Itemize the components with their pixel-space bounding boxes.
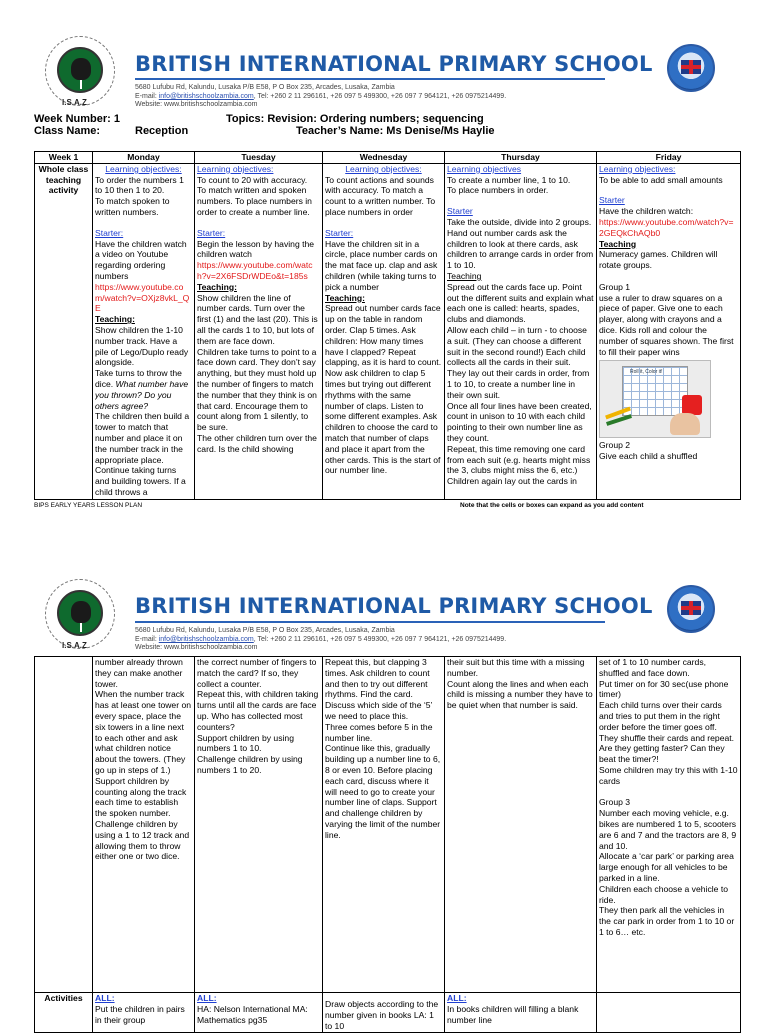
thursday-starter-heading: Starter — [447, 206, 473, 217]
tuesday-cont-cell — [195, 657, 323, 993]
bips-crest-icon — [667, 44, 715, 92]
email-label: E-mail: — [135, 92, 159, 100]
thursday-teaching-heading: Teaching — [447, 270, 482, 281]
tuesday-teaching-text: Show children the line of number cards. Turn over the first (1) and the last (20). This is all the cards 1 to 10, but lots of them are face down. Children take turns to point to a face down card. They don’t say anything, but they must hold up the number of fingers to match the number that they think is on that card. Encourage them to count along from 1 silently, to be sure. The other children turn over the card. Is the child showing — [197, 292, 318, 454]
tuesday-video-link[interactable]: https://www.youtube.com/watch?v=2X6FSDrWDEo&t=185s — [197, 260, 313, 281]
monday-video-link[interactable]: https://www.youtube.com/watch?v=OXjz8vkL_QE — [95, 281, 190, 314]
lesson-plan-table-page2 — [34, 656, 741, 1033]
school-address — [135, 84, 506, 110]
wednesday-starter-text: Have the children sit in a circle, place number cards on the mat face up. clap and ask children (while taking turns to pick a number — [325, 238, 438, 292]
school-address — [135, 627, 506, 653]
monday-cont-cell — [93, 657, 195, 993]
tuesday-activity-text: HA: Nelson International MA: Mathematics pg35 — [197, 1003, 308, 1025]
hand-icon — [670, 413, 700, 435]
wednesday-teaching-text: Spread out number cards face up on the table in random order. Clap 5 times. Ask children: How many times have I clapped? Repeat clapping, as it is hard to count. Now ask children to clap 5 times but trying out different rhythms with the same number of claps. Listen to some different examples. Ask children to choose the card to match that number of claps and place it apart from the other cards. This is the start of our number line. — [325, 303, 442, 476]
tuesday-lo-text: To count to 20 with accuracy. To match written and spoken numbers. To place numbers in order to create a number line. — [197, 174, 312, 217]
wednesday-lo-heading: Learning objectives: — [345, 163, 422, 174]
website-line: Website: www.britishschoolzambia.com — [135, 101, 258, 108]
isaz-label: I.S.A.Z — [62, 98, 87, 107]
friday-teaching-heading: Teaching — [599, 238, 637, 249]
friday-cell — [597, 163, 741, 499]
email-label: E-mail: — [135, 635, 159, 643]
tel-line: , Tel: +260 2 11 296161, +26 097 5 499300, +26 097 7 964121, +26 0975214499. — [253, 92, 507, 100]
col-tuesday: Tuesday — [195, 152, 323, 164]
tuesday-cell — [195, 163, 323, 499]
wednesday-cont-cell — [323, 657, 445, 993]
friday-starter-heading: Starter — [599, 195, 625, 206]
tuesday-activity-cell — [195, 993, 323, 1033]
monday-lo-heading: Learning objectives: — [105, 163, 182, 174]
monday-teaching-heading: Teaching: — [95, 314, 135, 325]
topics: Topics: Revision: Ordering numbers; sequencing — [226, 113, 484, 125]
monday-starter-heading: Starter: — [95, 227, 124, 238]
tel-line: , Tel: +260 2 11 296161, +26 097 5 499300, +26 097 7 964121, +26 0975214499. — [253, 635, 507, 643]
monday-teaching-text — [95, 325, 192, 498]
thursday-teaching-text: Spread out the cards face up. Point out the different suits and explain what each one is called: hearts, spades, clubs and diamonds. Allow each child – in turn - to choose a suit. (They can choose a different suit in the second round!) Each child collects all the cards in their suit. They lay out their cards in order, from 1 to 10, to create a number line in their own suit. Once all four lines have been created, count in unison to 10 with each child pointing to their own number line as they count. Repeat, this time removing one card from each suit (e.g. hearts might miss the 3, clubs might miss the 6, etc.) Children again lay out the cards in — [447, 281, 594, 487]
address-line: 5680 Lufubu Rd, Kalundu, Lusaka P/B E58, P O Box 235, Arcades, Lusaka, Zambia — [135, 627, 395, 634]
website-line: Website: www.britishschoolzambia.com — [135, 644, 258, 651]
row-label-activities: Activities — [35, 993, 93, 1033]
col-monday: Monday — [93, 152, 195, 164]
thursday-cont-cell — [445, 657, 597, 993]
roll-it-color-it-image — [599, 360, 711, 438]
isaz-ring-text — [45, 36, 115, 106]
col-week: Week 1 — [35, 152, 93, 164]
thursday-lo-heading: Learning objectives — [447, 163, 522, 174]
monday-starter-text: Have the children watch a video on Youtube regarding ordering numbers — [95, 238, 187, 281]
header-rule — [135, 78, 605, 80]
tuesday-teaching-heading: Teaching: — [197, 281, 237, 292]
wednesday-activity-text: Draw objects according to the number given in books LA: 1 to 10 — [325, 999, 439, 1031]
friday-teaching-text: Numeracy games. Children will rotate groups. Group 1 use a ruler to draw squares on a piece of paper. Give one to each player, along with crayons and a dice. Kids roll and colour the number of squares shown. The first to fill their paper wins — [599, 249, 734, 357]
isaz-label: I.S.A.Z — [62, 641, 87, 650]
thursday-activity-text: In books children will filling a blank number line — [447, 1003, 579, 1025]
col-thursday: Thursday — [445, 152, 597, 164]
class-name: Reception — [135, 125, 189, 137]
friday-lo-heading: Learning objectives: — [599, 163, 676, 174]
monday-activity-cell — [93, 993, 195, 1033]
thursday-activity-cell — [445, 993, 597, 1033]
monday-cell — [93, 163, 195, 499]
col-wednesday: Wednesday — [323, 152, 445, 164]
isaz-ring-text — [45, 579, 115, 649]
friday-video-link[interactable]: https://www.youtube.com/watch?v=2GEQkChAQb0 — [599, 216, 734, 238]
bips-crest-icon — [667, 585, 715, 633]
tuesday-activity-heading: ALL: — [197, 993, 217, 1003]
wednesday-cell — [323, 163, 445, 499]
monday-cont-text: number already thrown they can make another tower. When the number track has at least one tower on every space, place the six towers in a line next to each other and ask what children notice about the towers. (They go up in steps of 1.) Support children by counting along the track each time to establish the spoken number. Challenge children by using a 1 to 12 track and allowing them to throw either one or two dice. — [95, 657, 192, 862]
friday-lo-text: To be able to add small amounts — [599, 174, 723, 185]
tuesday-starter-text: Begin the lesson by having the children watch — [197, 238, 315, 260]
col-friday: Friday — [597, 152, 741, 164]
school-name: BRITISH INTERNATIONAL PRIMARY SCHOOL — [135, 52, 653, 76]
monday-lo-text: To order the numbers 1 to 10 then 1 to 20. To match spoken to written numbers. — [95, 174, 184, 217]
thursday-starter-text: Take the outside, divide into 2 groups. Hand out number cards ask the children to look at there cards, ask children to arrange cards in order from 1 to 10. — [447, 216, 594, 271]
friday-cont-text: set of 1 to 10 number cards, shuffled and face down. Put timer on for 30 sec(use phone timer) Each child turns over their cards and tries to put them in the right order before the timer goes off. They shuffle their cards and repeat. Are they getting faster? Can they beat the timer?! Some children may try this with 1-10 cards Group 3 Number each moving vehicle, e.g. bikes are numbered 1 to 5, scooters are 6 and 7 and the tractors are 8, 9 and 10. Allocate a ‘car park’ or parking area large enough for all vehicles to be parked in a line. Children each choose a vehicle to ride. They then park all the vehicles in the car park in order from 1 to 10 or 1 to 6… etc. — [599, 657, 738, 937]
thursday-cell — [445, 163, 597, 499]
friday-starter-text: Have the children watch: — [599, 206, 694, 217]
red-dice-icon — [682, 395, 702, 415]
tuesday-starter-heading: Starter: — [197, 227, 226, 238]
monday-activity-heading: ALL: — [95, 993, 115, 1003]
monday-activity-text: Put the children in pairs in their group — [95, 1003, 185, 1025]
week-number: Week Number: 1 — [34, 113, 120, 125]
row-label-empty — [35, 657, 93, 993]
email-link[interactable]: info@britishschoolzambia.com — [158, 92, 254, 100]
tuesday-lo-heading: Learning objectives: — [197, 163, 274, 174]
wednesday-activity-cell — [323, 993, 445, 1033]
footer-right: Note that the cells or boxes can expand as you add content — [460, 502, 644, 509]
email-link[interactable]: info@britishschoolzambia.com — [158, 635, 254, 643]
monday-teaching-italic: What number have you thrown? Do you others agree? — [95, 378, 189, 411]
teacher-name: Teacher’s Name: Ms Denise/Ms Haylie — [296, 125, 495, 137]
class-name-label: Class Name: — [34, 125, 101, 137]
wednesday-starter-heading: Starter: — [325, 227, 354, 238]
wednesday-lo-text: To count actions and sounds with accuracy. To match a count to a written number. To place numbers in order — [325, 174, 436, 217]
thursday-cont-text: their suit but this time with a missing number. Count along the lines and when each child is missing a number they have to be quiet when that number is said. — [447, 657, 593, 711]
board-caption: Roll it, Color it! — [630, 369, 663, 376]
monday-teaching-a: Show children the 1-10 number track. Have a pile of Lego/Duplo ready alongside. Take turns to throw the dice. — [95, 324, 189, 389]
header-rule — [135, 621, 605, 623]
school-name: BRITISH INTERNATIONAL PRIMARY SCHOOL — [135, 594, 653, 618]
monday-teaching-b: The children then build a tower to match that number and place it on the number track in the appropriate place. Continue taking turns and building towers. If a child throws a — [95, 411, 190, 497]
friday-activity-cell — [597, 993, 741, 1033]
wednesday-cont-text: Repeat this, but clapping 3 times. Ask children to count and then to try out different rhythms. Find the card. Discuss which side of the ‘5’ we need to place this. Three comes before 5 in the number line. Continue like this, gradually building up a number line to 6, 8 or even 10. Before placing each card, discuss where it will need to go to create your number line of claps. Support and challenge children by varying the limit of the number line. — [325, 657, 441, 840]
friday-group2-text: Group 2 Give each child a shuffled — [599, 440, 698, 462]
friday-cont-cell — [597, 657, 741, 993]
thursday-lo-text: To create a number line, 1 to 10. To place numbers in order. — [447, 174, 571, 196]
footer-left: BIPS EARLY YEARS LESSON PLAN — [34, 502, 143, 509]
tuesday-cont-text: the correct number of fingers to match the card? If so, they collect a counter. Repeat this, with children taking turns until all the cards are face up. Who has collected most counters? Support children by using numbers 1 to 10. Challenge children by using numbers 1 to 20. — [197, 657, 319, 775]
wednesday-teaching-heading: Teaching: — [325, 292, 365, 303]
lesson-plan-table-page1 — [34, 151, 741, 500]
row-label-whole-class: Whole class teaching activity — [35, 163, 93, 499]
thursday-activity-heading: ALL: — [447, 993, 467, 1003]
address-line: 5680 Lufubu Rd, Kalundu, Lusaka P/B E58, P O Box 235, Arcades, Lusaka, Zambia — [135, 84, 395, 91]
